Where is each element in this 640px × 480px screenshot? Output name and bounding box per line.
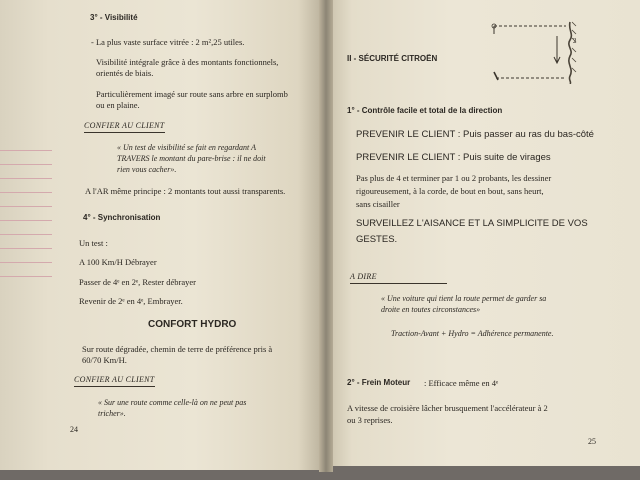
quote-route-1: « Sur une route comme celle-là on ne peut pas [98,398,247,407]
visibility-text: Visibilité intégrale grâce à des montants fonctionnels, [96,57,279,67]
surveillez-line-2: GESTES. [356,234,398,245]
route-text-cont: 60/70 Km/H. [82,355,127,365]
quote-road-holding-2: droite en toutes circonstances» [381,305,481,314]
section-ii-title: II - SÉCURITÉ CITROËN [347,54,438,63]
virages-text-3: sans cisailler [356,199,400,209]
virages-text-2: rigoureusement, à la corde, de bout en bout, sans heurt, [356,186,544,196]
quote-route-2: tricher». [98,409,126,418]
virages-text: Pas plus de 4 et terminer par 1 ou 2 probants, les dessiner [356,173,552,183]
ar-principle-text: A l'AR même principe : 2 montants tout aussi transparents. [85,186,286,196]
quote-visibility-1: « Un test de visibilité se fait en regardant A [117,143,257,152]
visibility-text-cont: orientés de biais. [96,68,154,78]
frein-moteur-text: : Efficace même en 4ᵉ [424,378,499,388]
formula-line: Traction-Avant + Hydro = Adhérence permanente. [391,329,554,338]
test-label: Un test : [79,238,108,248]
quote-road-holding-1: « Une voiture qui tient la route permet de garder sa [381,294,547,303]
book-gutter [319,0,333,472]
confier-au-client-label: CONFIER AU CLIENT [84,121,165,133]
section-2-heading: 2° - Frein Moteur [347,378,411,387]
underlying-page-lines [0,150,52,300]
quote-visibility-2: TRAVERS le montant du pare-brise : il ne doit [117,154,266,163]
confier-au-client-label-2: CONFIER AU CLIENT [74,375,155,387]
surface-bullet: - La plus vaste surface vitrée : 2 m²,25 utiles. [91,37,245,47]
road-diagram [484,16,584,84]
section-3-heading: 3° - Visibilité [90,13,138,22]
surveillez-line-1: SURVEILLEZ L'AISANCE ET LA SIMPLICITE DE VOS [356,218,588,229]
section-1-heading: 1° - Contrôle facile et total de la direction [347,106,503,115]
section-4-heading: 4° - Synchronisation [83,213,161,222]
diagram-label: 2 [573,37,577,45]
confort-hydro-title: CONFORT HYDRO [148,319,237,330]
frein-text-1: A vitesse de croisière lâcher brusquement l'accélérateur à 2 [347,403,548,413]
test-step-2: Passer de 4ᵉ en 2ᵉ, Rester débrayer [79,277,196,287]
frein-text-2: ou 3 reprises. [347,415,393,425]
prevenir-line-1: PREVENIR LE CLIENT : Puis passer au ras du bas-côté [356,129,594,140]
particularly-text: Particulièrement imagé sur route sans arbre en surplomb [96,89,288,99]
quote-visibility-3: rien vous cacher». [117,165,177,174]
test-step-3: Revenir de 2ᵉ en 4ᵉ, Embrayer. [79,296,183,306]
a-dire-label: A DIRE [350,272,447,284]
page-number-left: 24 [70,425,78,434]
page-number-right: 25 [588,437,596,446]
test-step-1: A 100 Km/H Débrayer [79,257,157,267]
particularly-text-cont: ou en plaine. [96,100,140,110]
prevenir-line-2: PREVENIR LE CLIENT : Puis suite de virages [356,152,551,163]
route-text: Sur route dégradée, chemin de terre de préférence pris à [82,344,273,354]
